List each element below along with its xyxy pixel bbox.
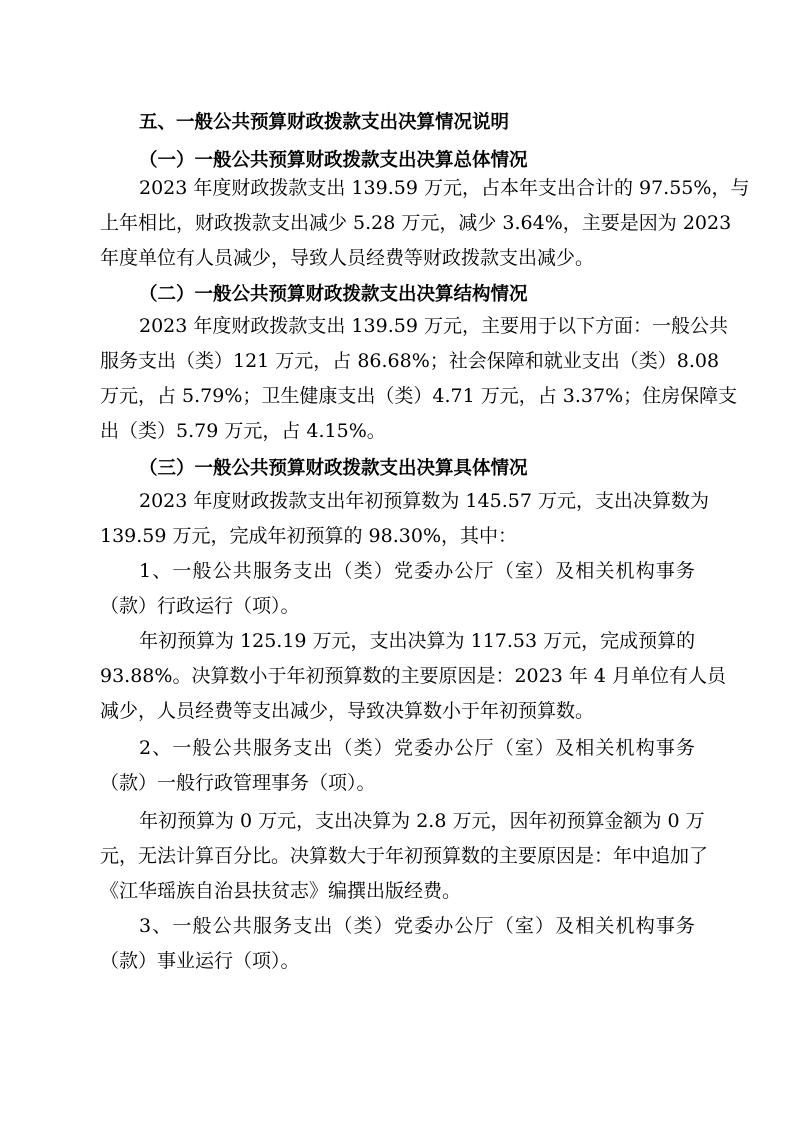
subsection-heading-1: （一）一般公共预算财政拨款支出决算总体情况: [139, 150, 528, 171]
subsection-heading-2: （二）一般公共预算财政拨款支出决算结构情况: [139, 284, 528, 305]
paragraph-line: 上年相比，财政拨款支出减少 5.28 万元，减少 3.64%，主要是因为 2023: [100, 212, 732, 234]
paragraph-line: 服务支出（类）121 万元，占 86.68%；社会保障和就业支出（类）8.08: [100, 350, 720, 372]
paragraph-line: 出（类）5.79 万元，占 4.15%。: [100, 420, 386, 442]
section-heading: 五、一般公共预算财政拨款支出决算情况说明: [139, 112, 510, 133]
paragraph-line: 年度单位有人员减少，导致人员经费等财政拨款支出减少。: [100, 247, 595, 269]
list-item-3: 3、一般公共服务支出（类）党委办公厅（室）及相关机构事务: [139, 915, 695, 937]
paragraph-line: 万元，占 5.79%；卫生健康支出（类）4.71 万元，占 3.37%；住房保障支: [100, 385, 738, 407]
paragraph-line: 元，无法计算百分比。决算数大于年初预算数的主要原因是：年中追加了: [100, 845, 709, 867]
list-item-2: 2、一般公共服务支出（类）党委办公厅（室）及相关机构事务: [139, 737, 695, 759]
list-item-1: 1、一般公共服务支出（类）党委办公厅（室）及相关机构事务: [139, 560, 695, 582]
paragraph-line: 《江华瑶族自治县扶贫志》编撰出版经费。: [100, 880, 462, 902]
paragraph-line: 93.88%。决算数小于年初预算数的主要原因是：2023 年 4 月单位有人员: [100, 665, 727, 687]
subsection-heading-3: （三）一般公共预算财政拨款支出决算具体情况: [139, 458, 528, 479]
list-item-3-cont: （款）事业运行（项）。: [100, 950, 300, 972]
paragraph-line: 139.59 万元，完成年初预算的 98.30%，其中：: [100, 525, 518, 547]
paragraph-line: 年初预算为 0 万元，支出决算为 2.8 万元，因年初预算金额为 0 万: [139, 810, 705, 832]
list-item-2-cont: （款）一般行政管理事务（项）。: [100, 772, 376, 794]
paragraph-line: 2023 年度财政拨款支出年初预算数为 145.57 万元，支出决算数为: [139, 490, 709, 512]
paragraph-line: 年初预算为 125.19 万元，支出决算为 117.53 万元，完成预算的: [139, 630, 696, 652]
paragraph-line: 2023 年度财政拨款支出 139.59 万元，主要用于以下方面：一般公共: [139, 315, 728, 337]
paragraph-line: 减少，人员经费等支出减少，导致决算数小于年初预算数。: [100, 700, 595, 722]
paragraph-line: 2023 年度财政拨款支出 139.59 万元，占本年支出合计的 97.55%，与: [139, 177, 750, 199]
list-item-1-cont: （款）行政运行（项）。: [100, 595, 300, 617]
